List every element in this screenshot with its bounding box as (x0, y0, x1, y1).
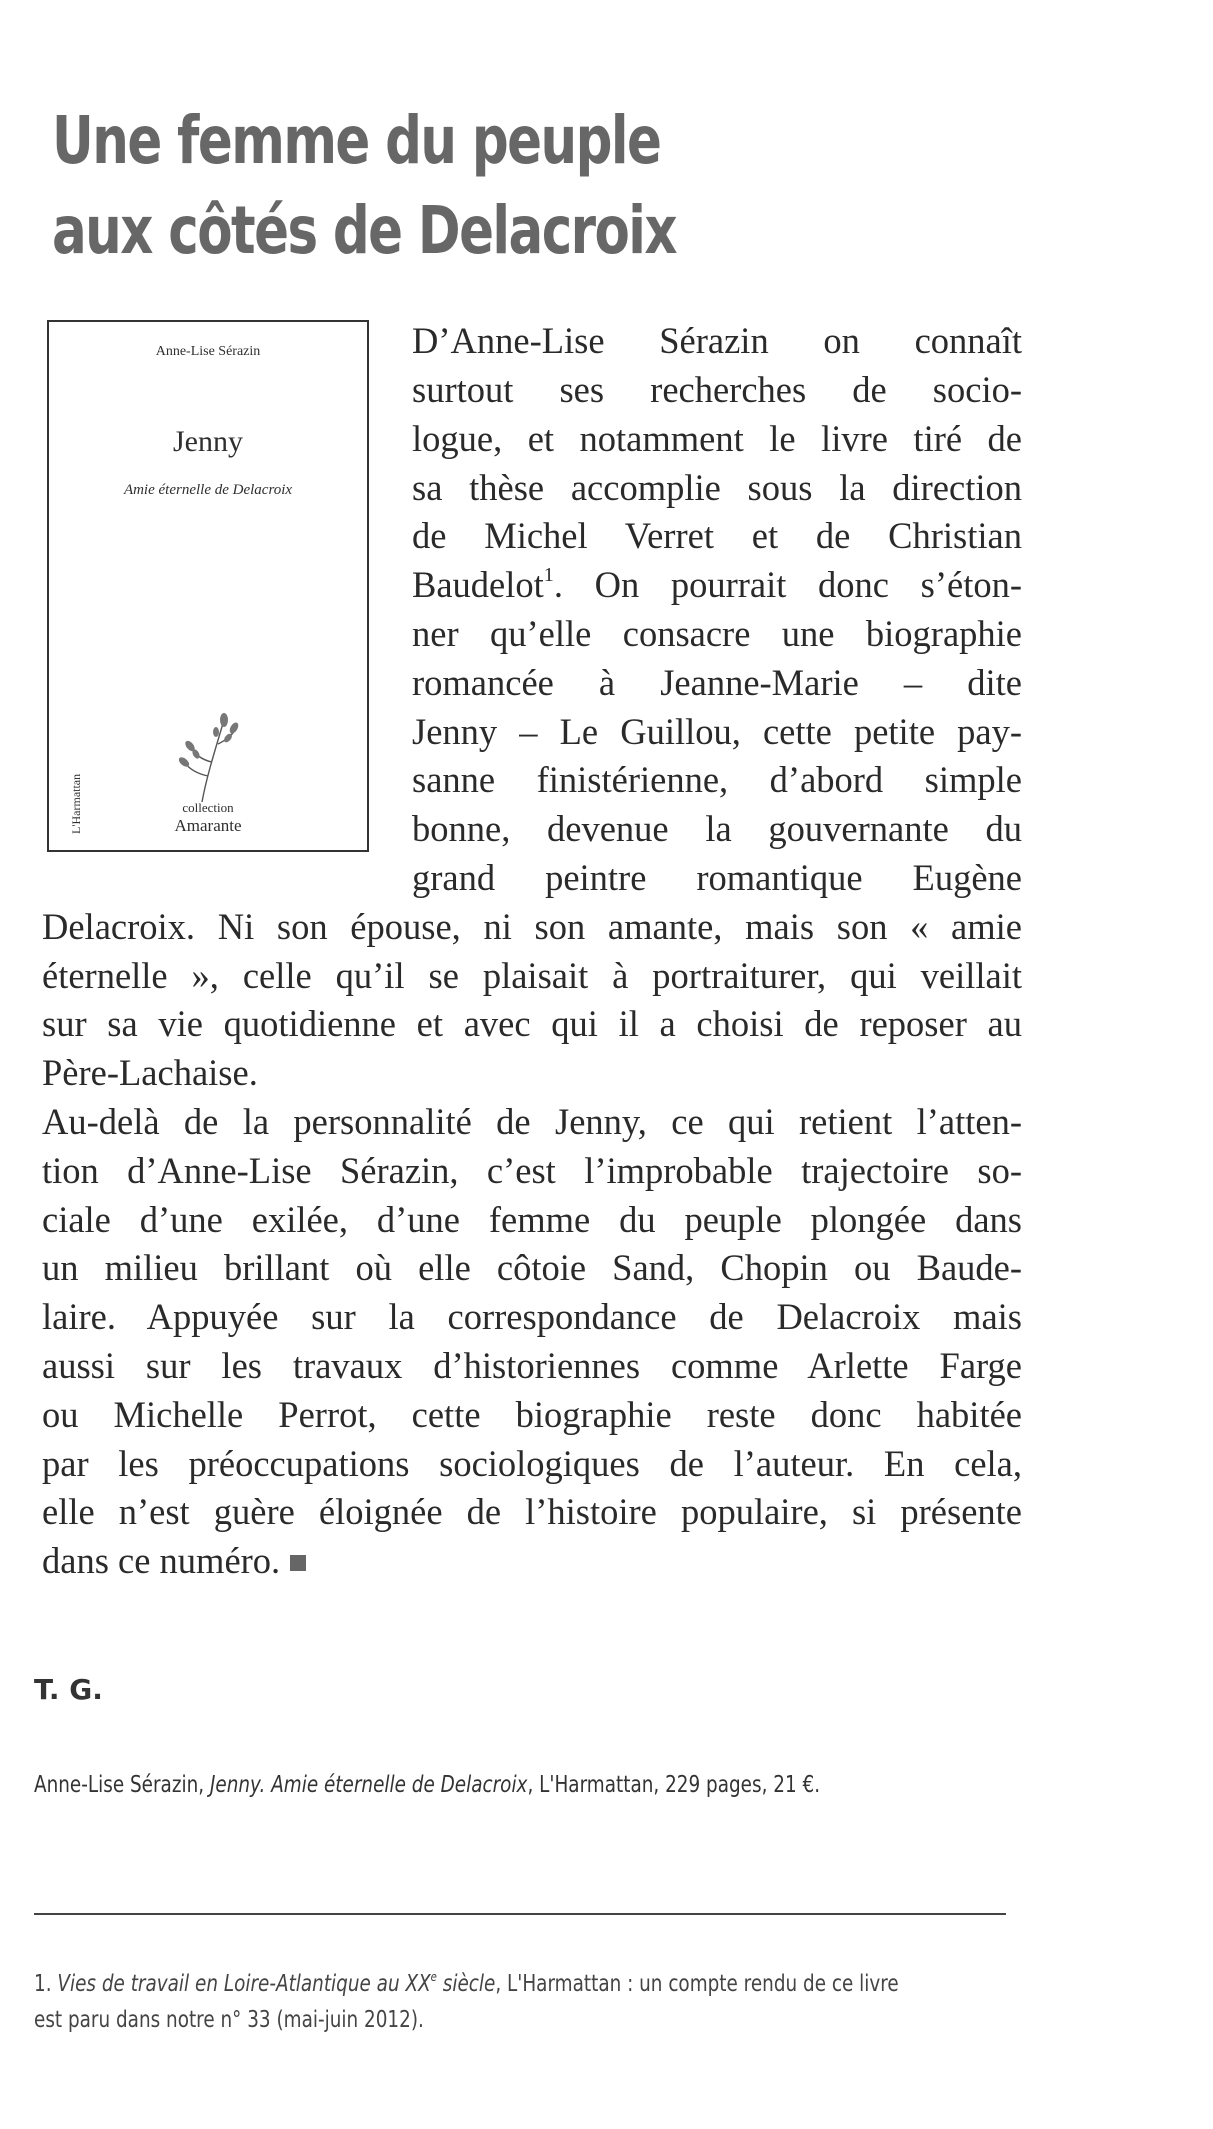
body-line: Au-delà de la personnalité de Jenny, ce qui retient l’atten- (42, 1101, 1022, 1142)
title-line-2: aux côtés de Delacroix (52, 192, 677, 269)
flower-icon (172, 710, 242, 806)
body-line: romancée à Jeanne-Marie – dite (412, 662, 1022, 703)
body-line: aussi sur les travaux d’historiennes comme Arlette Farge (42, 1345, 1022, 1386)
body-line: laire. Appuyée sur la correspondance de Delacroix mais (42, 1296, 1022, 1337)
footnote-ref: 1 (543, 563, 554, 586)
body-text-fragment: dans ce numéro. (42, 1540, 281, 1581)
cover-collection-name: Amarante (174, 816, 242, 835)
body-line: bonne, devenue la gouvernante du (412, 808, 1022, 849)
body-line: Jenny – Le Guillou, cette petite pay- (412, 711, 1022, 752)
book-cover (47, 320, 369, 852)
article-title (52, 96, 676, 276)
footnote-title-sup: e (430, 1968, 437, 1984)
body-line: surtout ses recherches de socio- (412, 369, 1022, 410)
body-line: grand peintre romantique Eugène (412, 857, 1022, 898)
footnote-divider (34, 1913, 1006, 1915)
body-text-fragment: . On pourrait donc s’éton- (553, 564, 1022, 605)
body-line (42, 1537, 1022, 1586)
cover-title: Jenny (173, 425, 243, 458)
body-line: sur sa vie quotidienne et avec qui il a choisi de reposer au (42, 1003, 1022, 1044)
end-mark-icon (290, 1555, 306, 1571)
cover-subtitle: Amie éternelle de Delacroix (123, 482, 293, 498)
footnote-number: 1. (34, 1971, 58, 1997)
body-line: tion d’Anne-Lise Sérazin, c’est l’improbable trajectoire so- (42, 1150, 1022, 1191)
body-line: sa thèse accomplie sous la direction (412, 467, 1022, 508)
body-line: Delacroix. Ni son épouse, ni son amante, mais son « amie (42, 906, 1022, 947)
body-line: logue, et notamment le livre tiré de (412, 418, 1022, 459)
body-line: de Michel Verret et de Christian (412, 515, 1022, 556)
footnote-rest: , L'Harmattan : un compte rendu de ce livre (495, 1971, 899, 1997)
body-line: par les préoccupations sociologiques de l’auteur. En cela, (42, 1443, 1022, 1484)
footnote-title-text: Vies de travail en Loire-Atlantique au XX (57, 1971, 431, 1997)
body-line: sanne finistérienne, d’abord simple (412, 759, 1022, 800)
body-line: ciale d’une exilée, d’une femme du peuple plongée dans (42, 1199, 1022, 1240)
author-signature: T. G. (34, 1673, 103, 1706)
reference-details: , L'Harmattan, 229 pages, 21 €. (527, 1772, 821, 1798)
footnote-title-end: siècle (436, 1971, 496, 1997)
body-line: elle n’est guère éloignée de l’histoire populaire, si présente (42, 1491, 1022, 1532)
footnote-line-1 (34, 1966, 899, 2002)
body-line: ou Michelle Perrot, cette biographie reste donc habitée (42, 1394, 1022, 1435)
body-line (412, 561, 1022, 610)
body-line: ner qu’elle consacre une biographie (412, 613, 1022, 654)
reference-author: Anne-Lise Sérazin, (34, 1772, 210, 1798)
body-line: éternelle », celle qu’il se plaisait à portraiturer, qui veillait (42, 955, 1022, 996)
cover-publisher: L'Harmattan (69, 773, 83, 834)
body-line: un milieu brillant où elle côtoie Sand, Chopin ou Baude- (42, 1247, 1022, 1288)
title-line-1: Une femme du peuple (52, 102, 661, 179)
footnote (34, 1966, 899, 2038)
footnote-line-2: est paru dans notre n° 33 (mai-juin 2012). (34, 2007, 424, 2033)
cover-collection-label: collection (182, 800, 234, 815)
body-text-fragment: Baudelot (412, 564, 544, 605)
footnote-title (57, 1968, 496, 1997)
reference-title: Jenny. Amie éternelle de Delacroix (209, 1772, 528, 1798)
body-line: D’Anne-Lise Sérazin on connaît (412, 320, 1022, 361)
body-line: Père-Lachaise. (42, 1052, 258, 1093)
book-reference (34, 1772, 820, 1798)
cover-author: Anne-Lise Sérazin (155, 344, 261, 359)
